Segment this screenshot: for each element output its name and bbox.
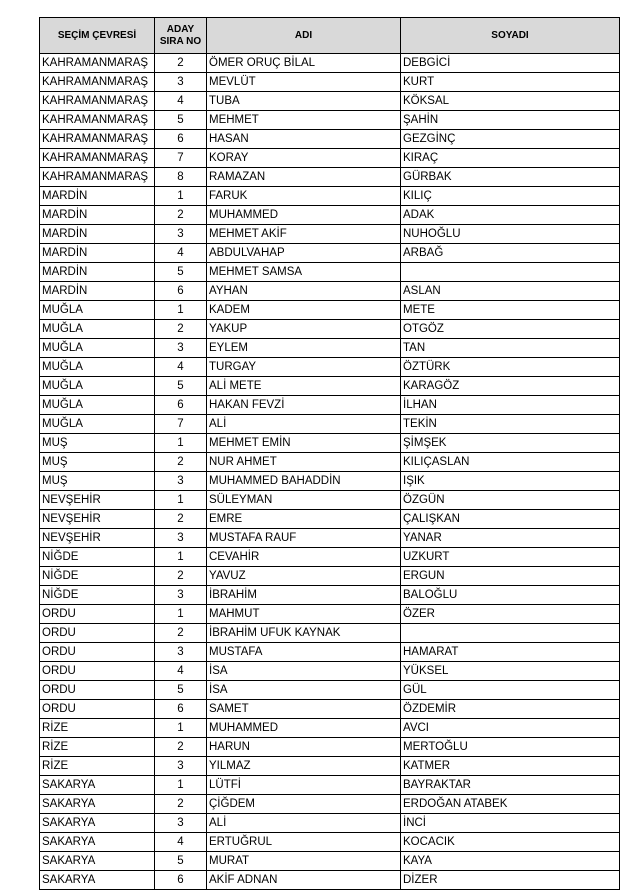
cell-last-name: BALOĞLU [401, 586, 620, 605]
table-row [40, 434, 620, 453]
cell-last-name: METE [401, 301, 620, 320]
table-row [40, 377, 620, 396]
cell-order-no: 4 [155, 662, 207, 681]
cell-last-name: İLHAN [401, 396, 620, 415]
cell-last-name: AVCI [401, 719, 620, 738]
cell-last-name: ÖZDEMİR [401, 700, 620, 719]
table-row [40, 358, 620, 377]
cell-first-name: YAVUZ [207, 567, 401, 586]
table-row [40, 320, 620, 339]
cell-district: RİZE [40, 738, 155, 757]
cell-first-name: ALİ [207, 415, 401, 434]
cell-last-name: ÖZTÜRK [401, 358, 620, 377]
cell-first-name: TUBA [207, 92, 401, 111]
cell-order-no: 1 [155, 434, 207, 453]
cell-district: RİZE [40, 757, 155, 776]
table-row [40, 662, 620, 681]
cell-district: SAKARYA [40, 776, 155, 795]
cell-district: KAHRAMANMARAŞ [40, 168, 155, 187]
cell-first-name: YILMAZ [207, 757, 401, 776]
cell-order-no: 2 [155, 453, 207, 472]
table-row [40, 605, 620, 624]
table-row [40, 282, 620, 301]
cell-order-no: 7 [155, 415, 207, 434]
cell-order-no: 1 [155, 776, 207, 795]
cell-last-name: UZKURT [401, 548, 620, 567]
cell-last-name: ÖZER [401, 605, 620, 624]
cell-district: SAKARYA [40, 871, 155, 890]
cell-last-name: İNCİ [401, 814, 620, 833]
cell-first-name: MUHAMMED [207, 206, 401, 225]
cell-first-name: SÜLEYMAN [207, 491, 401, 510]
cell-first-name: HARUN [207, 738, 401, 757]
cell-district: MUĞLA [40, 358, 155, 377]
cell-last-name: GÜL [401, 681, 620, 700]
cell-first-name: MUSTAFA RAUF [207, 529, 401, 548]
cell-order-no: 4 [155, 244, 207, 263]
cell-order-no: 2 [155, 54, 207, 73]
cell-district: KAHRAMANMARAŞ [40, 130, 155, 149]
cell-order-no: 2 [155, 510, 207, 529]
table-row [40, 415, 620, 434]
table-row [40, 510, 620, 529]
table-row [40, 149, 620, 168]
cell-first-name: FARUK [207, 187, 401, 206]
table-row [40, 111, 620, 130]
cell-order-no: 7 [155, 149, 207, 168]
cell-order-no: 8 [155, 168, 207, 187]
header-row [40, 18, 620, 54]
cell-district: MUĞLA [40, 415, 155, 434]
table-row [40, 643, 620, 662]
cell-order-no: 6 [155, 871, 207, 890]
cell-order-no: 1 [155, 491, 207, 510]
cell-district: MUĞLA [40, 396, 155, 415]
cell-order-no: 3 [155, 643, 207, 662]
cell-first-name: MUSTAFA [207, 643, 401, 662]
cell-order-no: 5 [155, 111, 207, 130]
cell-last-name: ÖZGÜN [401, 491, 620, 510]
cell-order-no: 6 [155, 282, 207, 301]
cell-first-name: İSA [207, 681, 401, 700]
cell-district: ORDU [40, 624, 155, 643]
cell-first-name: CEVAHİR [207, 548, 401, 567]
cell-order-no: 3 [155, 339, 207, 358]
cell-first-name: HASAN [207, 130, 401, 149]
candidate-table [39, 17, 620, 890]
cell-first-name: MUHAMMED BAHADDİN [207, 472, 401, 491]
cell-last-name [401, 624, 620, 643]
cell-last-name: KILIÇ [401, 187, 620, 206]
table-row [40, 700, 620, 719]
table-row [40, 719, 620, 738]
table-row [40, 168, 620, 187]
cell-first-name: LÜTFİ [207, 776, 401, 795]
cell-last-name: GEZGİNÇ [401, 130, 620, 149]
cell-last-name: YÜKSEL [401, 662, 620, 681]
cell-last-name: KATMER [401, 757, 620, 776]
cell-first-name: TURGAY [207, 358, 401, 377]
cell-district: ORDU [40, 662, 155, 681]
cell-order-no: 1 [155, 719, 207, 738]
table-row [40, 814, 620, 833]
cell-first-name: MAHMUT [207, 605, 401, 624]
cell-order-no: 3 [155, 472, 207, 491]
cell-last-name: TEKİN [401, 415, 620, 434]
cell-district: ORDU [40, 700, 155, 719]
cell-order-no: 6 [155, 396, 207, 415]
header-district: SEÇİM ÇEVRESİ [40, 18, 155, 54]
cell-order-no: 3 [155, 757, 207, 776]
cell-first-name: ÇİĞDEM [207, 795, 401, 814]
table-row [40, 833, 620, 852]
cell-district: NEVŞEHİR [40, 529, 155, 548]
cell-district: MARDİN [40, 282, 155, 301]
cell-first-name: EMRE [207, 510, 401, 529]
cell-first-name: MEVLÜT [207, 73, 401, 92]
cell-district: SAKARYA [40, 814, 155, 833]
cell-district: MARDİN [40, 206, 155, 225]
cell-last-name: KURT [401, 73, 620, 92]
cell-last-name: ÇALIŞKAN [401, 510, 620, 529]
cell-district: NEVŞEHİR [40, 510, 155, 529]
table-row [40, 548, 620, 567]
cell-last-name: ERDOĞAN ATABEK [401, 795, 620, 814]
cell-district: MUĞLA [40, 320, 155, 339]
table-row [40, 624, 620, 643]
cell-order-no: 5 [155, 852, 207, 871]
table-row [40, 54, 620, 73]
cell-district: NİĞDE [40, 548, 155, 567]
table-row [40, 472, 620, 491]
table-row [40, 491, 620, 510]
cell-first-name: İBRAHİM UFUK KAYNAK [207, 624, 401, 643]
cell-district: KAHRAMANMARAŞ [40, 111, 155, 130]
table-row [40, 92, 620, 111]
cell-last-name: NUHOĞLU [401, 225, 620, 244]
cell-order-no: 2 [155, 795, 207, 814]
cell-first-name: MEHMET SAMSA [207, 263, 401, 282]
cell-last-name: TAN [401, 339, 620, 358]
table-row [40, 130, 620, 149]
cell-district: MUĞLA [40, 377, 155, 396]
cell-district: KAHRAMANMARAŞ [40, 149, 155, 168]
table-row [40, 567, 620, 586]
table-row [40, 852, 620, 871]
cell-order-no: 1 [155, 548, 207, 567]
cell-last-name: DİZER [401, 871, 620, 890]
cell-district: NİĞDE [40, 586, 155, 605]
cell-first-name: KADEM [207, 301, 401, 320]
cell-first-name: ERTUĞRUL [207, 833, 401, 852]
table-row [40, 244, 620, 263]
cell-last-name: ERGUN [401, 567, 620, 586]
cell-first-name: ABDULVAHAP [207, 244, 401, 263]
table-row [40, 795, 620, 814]
cell-first-name: ALİ [207, 814, 401, 833]
cell-district: MARDİN [40, 225, 155, 244]
cell-last-name: ASLAN [401, 282, 620, 301]
cell-last-name: IŞIK [401, 472, 620, 491]
cell-district: MARDİN [40, 187, 155, 206]
cell-district: MUĞLA [40, 301, 155, 320]
table-row [40, 738, 620, 757]
cell-first-name: YAKUP [207, 320, 401, 339]
cell-district: SAKARYA [40, 833, 155, 852]
table-row [40, 187, 620, 206]
table-row [40, 225, 620, 244]
cell-order-no: 5 [155, 681, 207, 700]
cell-district: KAHRAMANMARAŞ [40, 92, 155, 111]
table-row [40, 681, 620, 700]
table-row [40, 339, 620, 358]
cell-last-name: BAYRAKTAR [401, 776, 620, 795]
cell-first-name: NUR AHMET [207, 453, 401, 472]
cell-last-name: HAMARAT [401, 643, 620, 662]
cell-district: ORDU [40, 643, 155, 662]
cell-district: NEVŞEHİR [40, 491, 155, 510]
table-row [40, 757, 620, 776]
header-first-name: ADI [207, 18, 401, 54]
table-row [40, 301, 620, 320]
cell-first-name: KORAY [207, 149, 401, 168]
table-row [40, 206, 620, 225]
cell-order-no: 6 [155, 130, 207, 149]
cell-last-name: KARAGÖZ [401, 377, 620, 396]
header-order-no [155, 18, 207, 54]
cell-order-no: 2 [155, 738, 207, 757]
table-row [40, 396, 620, 415]
cell-district: SAKARYA [40, 852, 155, 871]
cell-order-no: 4 [155, 833, 207, 852]
cell-order-no: 3 [155, 814, 207, 833]
cell-last-name: GÜRBAK [401, 168, 620, 187]
table-row [40, 776, 620, 795]
cell-last-name: KÖKSAL [401, 92, 620, 111]
cell-district: MUŞ [40, 453, 155, 472]
table-row [40, 529, 620, 548]
cell-order-no: 3 [155, 225, 207, 244]
cell-district: MARDİN [40, 244, 155, 263]
cell-order-no: 5 [155, 263, 207, 282]
header-order-line1: ADAY [166, 23, 195, 35]
cell-first-name: HAKAN FEVZİ [207, 396, 401, 415]
table-row [40, 73, 620, 92]
cell-order-no: 3 [155, 529, 207, 548]
cell-first-name: SAMET [207, 700, 401, 719]
cell-order-no: 1 [155, 605, 207, 624]
cell-district: ORDU [40, 681, 155, 700]
cell-district: KAHRAMANMARAŞ [40, 73, 155, 92]
cell-last-name: ŞİMŞEK [401, 434, 620, 453]
cell-first-name: İSA [207, 662, 401, 681]
cell-order-no: 1 [155, 301, 207, 320]
cell-first-name: MUHAMMED [207, 719, 401, 738]
cell-order-no: 6 [155, 700, 207, 719]
cell-first-name: AKİF ADNAN [207, 871, 401, 890]
cell-district: MARDİN [40, 263, 155, 282]
cell-last-name: DEBGİCİ [401, 54, 620, 73]
table-row [40, 453, 620, 472]
header-last-name: SOYADI [401, 18, 620, 54]
cell-last-name: KIRAÇ [401, 149, 620, 168]
cell-first-name: AYHAN [207, 282, 401, 301]
cell-last-name: KOCACIK [401, 833, 620, 852]
cell-last-name [401, 263, 620, 282]
cell-last-name: OTGÖZ [401, 320, 620, 339]
cell-last-name: YANAR [401, 529, 620, 548]
cell-first-name: ÖMER ORUÇ BİLAL [207, 54, 401, 73]
cell-order-no: 2 [155, 624, 207, 643]
cell-order-no: 3 [155, 586, 207, 605]
cell-last-name: KAYA [401, 852, 620, 871]
cell-last-name: KILIÇASLAN [401, 453, 620, 472]
table-row [40, 586, 620, 605]
cell-first-name: MEHMET AKİF [207, 225, 401, 244]
cell-order-no: 4 [155, 358, 207, 377]
cell-district: MUŞ [40, 434, 155, 453]
cell-last-name: ADAK [401, 206, 620, 225]
cell-first-name: MEHMET [207, 111, 401, 130]
cell-district: NİĞDE [40, 567, 155, 586]
cell-district: MUĞLA [40, 339, 155, 358]
cell-district: ORDU [40, 605, 155, 624]
cell-last-name: ARBAĞ [401, 244, 620, 263]
cell-district: RİZE [40, 719, 155, 738]
cell-first-name: EYLEM [207, 339, 401, 358]
cell-order-no: 2 [155, 567, 207, 586]
cell-district: KAHRAMANMARAŞ [40, 54, 155, 73]
cell-order-no: 1 [155, 187, 207, 206]
table-row [40, 871, 620, 890]
header-order-line2: SIRA NO [159, 35, 202, 47]
cell-first-name: RAMAZAN [207, 168, 401, 187]
cell-first-name: MURAT [207, 852, 401, 871]
cell-district: SAKARYA [40, 795, 155, 814]
cell-last-name: MERTOĞLU [401, 738, 620, 757]
cell-order-no: 3 [155, 73, 207, 92]
cell-first-name: MEHMET EMİN [207, 434, 401, 453]
cell-first-name: İBRAHİM [207, 586, 401, 605]
cell-first-name: ALİ METE [207, 377, 401, 396]
cell-last-name: ŞAHİN [401, 111, 620, 130]
table-row [40, 263, 620, 282]
cell-district: MUŞ [40, 472, 155, 491]
cell-order-no: 4 [155, 92, 207, 111]
cell-order-no: 2 [155, 320, 207, 339]
cell-order-no: 5 [155, 377, 207, 396]
cell-order-no: 2 [155, 206, 207, 225]
